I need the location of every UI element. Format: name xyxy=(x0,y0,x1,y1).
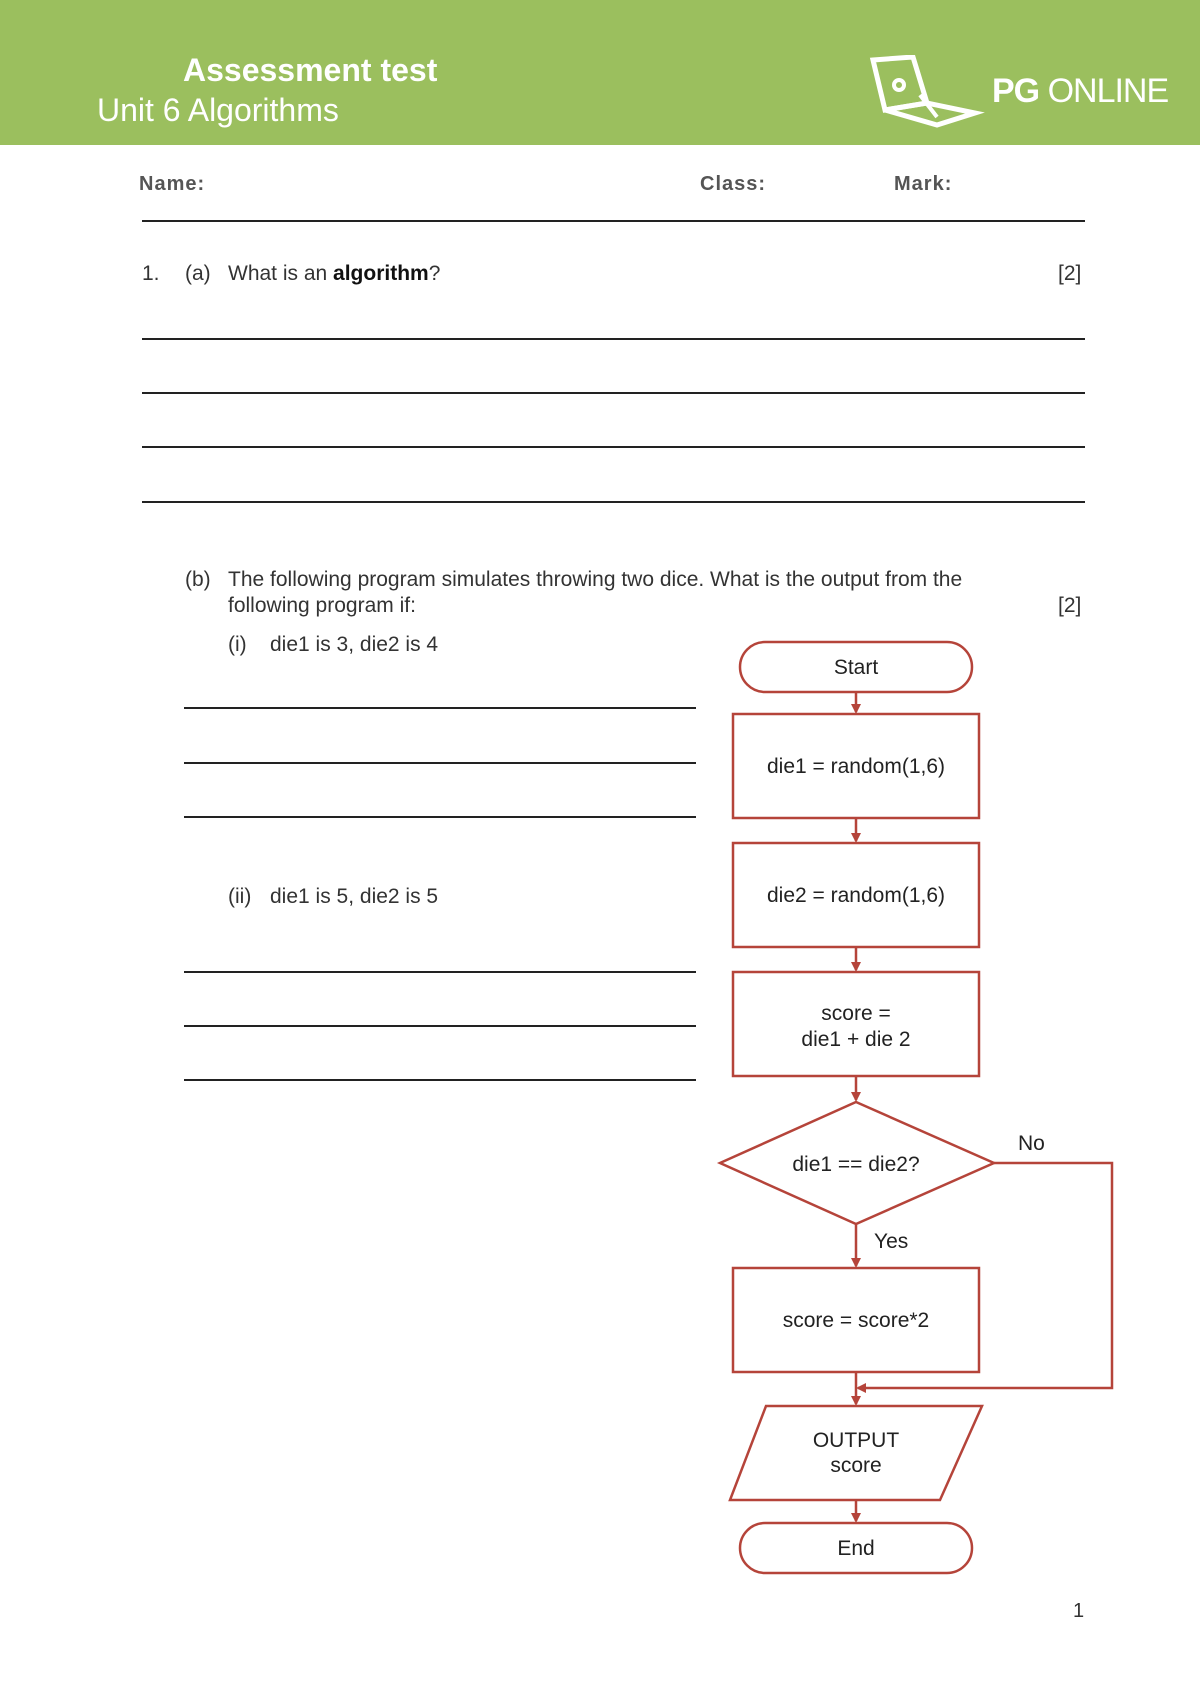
flow-arrow-no xyxy=(858,1163,1112,1388)
start-label: Start xyxy=(833,656,879,679)
answer-line[interactable] xyxy=(184,762,696,764)
answer-line[interactable] xyxy=(184,707,696,709)
header-rule xyxy=(142,220,1085,222)
sub-i-text: die1 is 3, die2 is 4 xyxy=(270,633,439,656)
question-1a-text: What is an algorithm? xyxy=(228,262,441,285)
answer-line[interactable] xyxy=(184,816,696,818)
answer-line[interactable] xyxy=(184,971,696,973)
brand-logo: PG ONLINE xyxy=(992,72,1169,110)
header-banner xyxy=(0,0,1200,145)
page-number: 1 xyxy=(1073,1600,1085,1622)
question-1a-marks: [2] xyxy=(1058,262,1082,285)
mark-label: Mark: xyxy=(894,173,953,195)
answer-line[interactable] xyxy=(142,392,1085,394)
step3-label-line2: die1 + die 2 xyxy=(801,1028,911,1051)
answer-line[interactable] xyxy=(142,501,1085,503)
question-number: 1. xyxy=(142,262,160,285)
step3-label-line1: score = xyxy=(821,1002,891,1025)
page-title: Assessment test xyxy=(183,52,438,88)
sub-ii-label: (ii) xyxy=(228,885,252,908)
answer-line[interactable] xyxy=(184,1025,696,1027)
answer-line[interactable] xyxy=(184,1079,696,1081)
part-b-label: (b) xyxy=(185,568,211,591)
sub-ii-text: die1 is 5, die2 is 5 xyxy=(270,885,439,908)
step4-label: score = score*2 xyxy=(782,1309,930,1332)
output-label-line1: OUTPUT xyxy=(812,1429,900,1452)
end-label: End xyxy=(837,1537,875,1560)
question-1b-marks: [2] xyxy=(1058,594,1082,617)
output-label-line2: score xyxy=(830,1454,882,1477)
laptop-icon xyxy=(865,55,985,130)
question-1b-text-line2: following program if: xyxy=(228,594,416,617)
dice-flowchart xyxy=(700,630,1140,1590)
step2-label: die2 = random(1,6) xyxy=(766,884,946,907)
yes-label: Yes xyxy=(874,1230,909,1253)
question-1b-text-line1: The following program simulates throwing two dice. What is the output from the xyxy=(228,568,963,591)
answer-line[interactable] xyxy=(142,446,1085,448)
sub-i-label: (i) xyxy=(228,633,247,656)
output-parallelogram xyxy=(730,1406,982,1500)
step1-label: die1 = random(1,6) xyxy=(766,755,946,778)
decision-label: die1 == die2? xyxy=(792,1153,920,1176)
answer-line[interactable] xyxy=(142,338,1085,340)
no-label: No xyxy=(1018,1132,1045,1155)
name-label: Name: xyxy=(139,173,206,195)
class-label: Class: xyxy=(700,173,767,195)
page-subtitle: Unit 6 Algorithms xyxy=(97,92,339,128)
part-a-label: (a) xyxy=(185,262,211,285)
